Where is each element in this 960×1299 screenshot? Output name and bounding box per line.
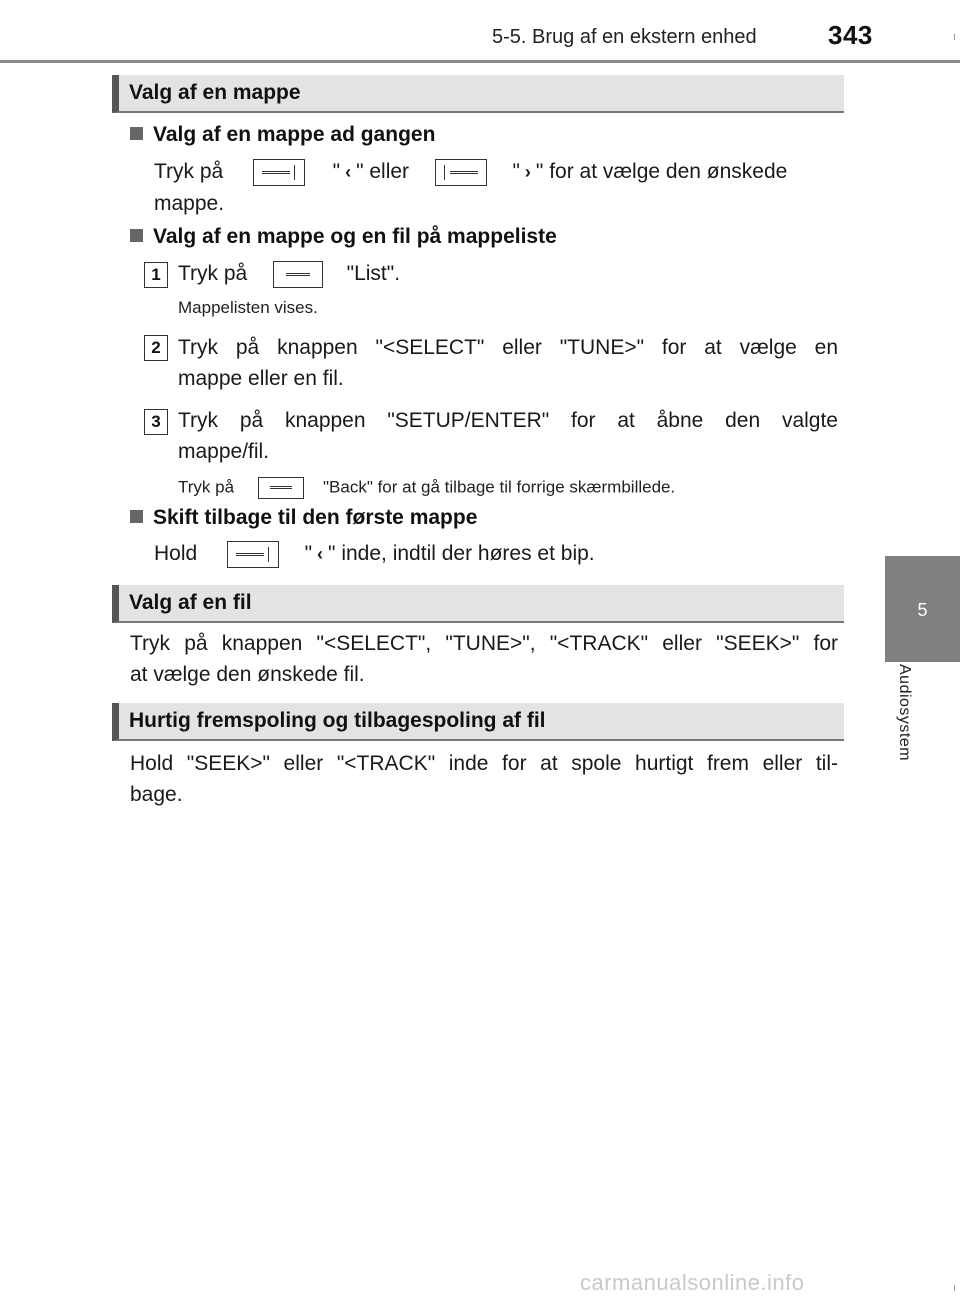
section-heading-folder: Valg af en mappe xyxy=(112,75,844,113)
section-heading-fast-forward: Hurtig fremspoling og tilbagespoling af fil xyxy=(112,703,844,741)
list-button-icon xyxy=(273,261,323,288)
bullet-square-icon xyxy=(130,510,143,523)
running-header-section: 5-5. Brug af en ekstern enhed xyxy=(492,26,757,48)
crop-mark xyxy=(954,34,955,40)
subheading-folder-one-at-a-time: Valg af en mappe ad gangen xyxy=(130,123,435,147)
step-1-note: Mappelisten vises. xyxy=(178,298,318,317)
instruction-line: Hold " ‹ " inde, indtil der høres et bip. xyxy=(154,538,595,570)
header-rule xyxy=(0,60,960,63)
tune-down-button-icon xyxy=(227,541,279,568)
step-3-text: Tryk på knappen "SETUP/ENTER" for at åbne den valgte mappe/fil. xyxy=(178,409,838,463)
step-number-3: 3 xyxy=(144,409,168,435)
instruction-line: Tryk på " ‹ " eller " › " for at vælge den ønskede xyxy=(154,156,838,188)
subheading-back-to-first-folder: Skift tilbage til den første mappe xyxy=(130,506,477,530)
back-button-icon xyxy=(258,477,304,499)
chapter-number: 5 xyxy=(917,600,928,620)
section-2-body: Tryk på knappen "<SELECT", "TUNE>", "<TRACK" eller "SEEK>" for at vælge den ønskede fil. xyxy=(130,632,838,686)
chevron-left-icon: ‹ xyxy=(345,162,352,182)
step-3-note: Tryk på "Back" for at gå tilbage til forrige skærmbillede. xyxy=(178,477,675,499)
chevron-left-icon: ‹ xyxy=(317,544,324,564)
bullet-square-icon xyxy=(130,229,143,242)
instruction-line: mappe. xyxy=(154,192,225,215)
section-3-body: Hold "SEEK>" eller "<TRACK" inde for at spole hurtigt frem eller til- bage. xyxy=(130,752,838,806)
step-2-text: Tryk på knappen "<SELECT" eller "TUNE>" for at vælge en mappe eller en fil. xyxy=(178,336,838,390)
tune-up-button-icon xyxy=(435,159,487,186)
step-number-2: 2 xyxy=(144,335,168,361)
subheading-folder-and-file-list: Valg af en mappe og en fil på mappeliste xyxy=(130,225,557,249)
section-heading-file: Valg af en fil xyxy=(112,585,844,623)
step-number-1: 1 xyxy=(144,262,168,288)
chevron-right-icon: › xyxy=(524,162,531,182)
step-1-text: Tryk på "List". xyxy=(178,258,400,289)
bullet-square-icon xyxy=(130,127,143,140)
tune-down-button-icon xyxy=(253,159,305,186)
page-number: 343 xyxy=(828,20,873,50)
chapter-label: Audiosystem xyxy=(896,664,913,762)
crop-mark xyxy=(954,1285,955,1291)
watermark: carmanualsonline.info xyxy=(580,1270,805,1295)
